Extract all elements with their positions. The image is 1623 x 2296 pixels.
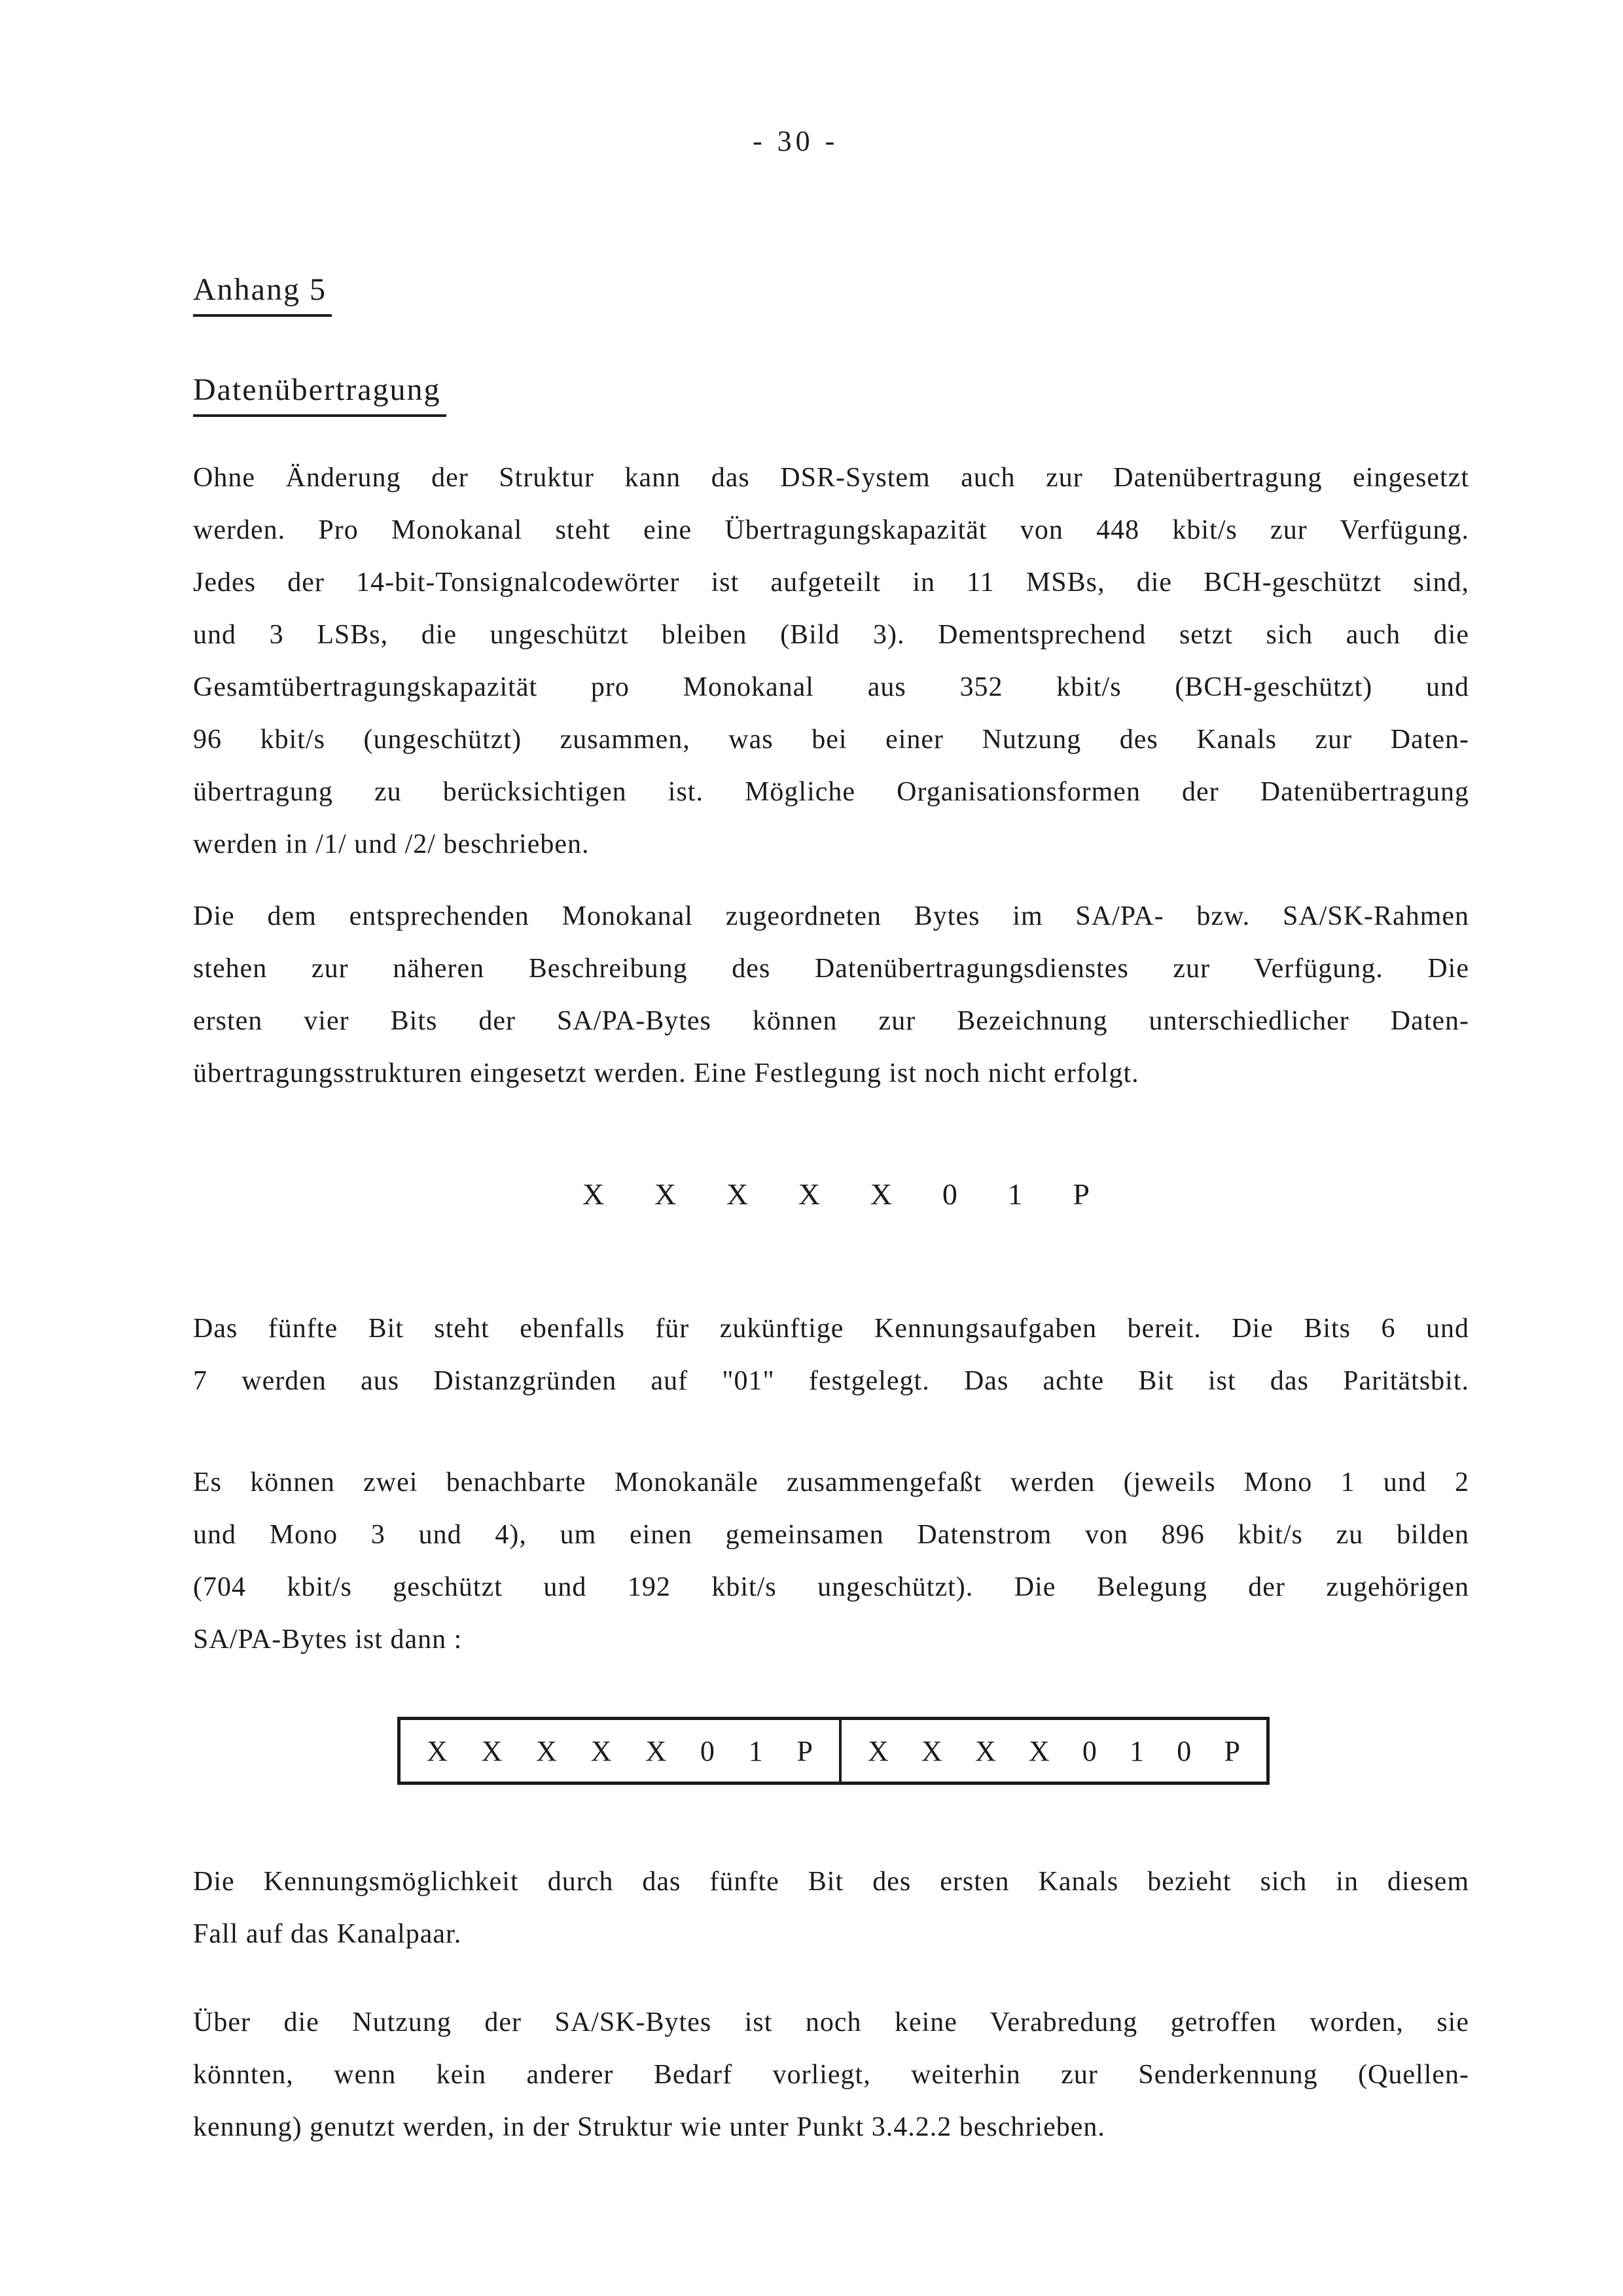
text-line: und 3 LSBs, die ungeschützt bleiben (Bild 3). Dementsprechend setzt sich auch die [193,620,1469,650]
bit-box-right-cell [842,1720,1266,1782]
text-line: SA/PA-Bytes ist dann : [193,1624,463,1655]
bit-char: X [590,1734,612,1767]
heading-title: Datenübertragung [193,372,446,417]
bit-char: 1 [748,1734,763,1767]
bit-char: 1 [1130,1734,1145,1767]
text-line: kennung) genutzt werden, in der Struktur wie unter Punkt 3.4.2.2 beschrieben. [193,2112,1105,2142]
bit-char: X [645,1734,667,1767]
text-line: übertragung zu berücksichtigen ist. Mögliche Organisationsformen der Datenübertragung [193,777,1469,807]
bit-char: X [868,1734,889,1767]
text-line: Das fünfte Bit steht ebenfalls für zukünftige Kennungsaufgaben bereit. Die Bits 6 und [193,1314,1469,1344]
bit-char: X [798,1177,821,1211]
text-line: Die Kennungsmöglichkeit durch das fünfte Bit des ersten Kanals bezieht sich in diesem [193,1867,1469,1897]
text-line: könnten, wenn kein anderer Bedarf vorliegt, weiterhin zur Senderkennung (Quellen- [193,2060,1469,2090]
bit-pattern-single [582,1175,1090,1214]
bit-char: X [481,1734,503,1767]
bit-char: X [427,1734,448,1767]
bit-char: X [870,1177,893,1211]
text-line: 7 werden aus Distanzgründen auf "01" festgelegt. Das achte Bit ist das Paritätsbit. [193,1366,1469,1396]
text-line: stehen zur näheren Beschreibung des Datenübertragungsdienstes zur Verfügung. Die [193,954,1469,984]
paragraph-kennung [193,1856,1469,1960]
bit-char: 0 [700,1734,715,1767]
bit-char: X [1028,1734,1050,1767]
paragraph-paired-channels [193,1456,1469,1666]
paragraph-sa-pa-bytes [193,890,1469,1100]
paragraph-fifth-bit [193,1302,1469,1407]
text-line: Gesamtübertragungskapazität pro Monokanal aus 352 kbit/s (BCH-geschützt) und [193,672,1469,702]
bit-char: X [654,1177,677,1211]
bit-char: X [726,1177,749,1211]
heading-appendix: Anhang 5 [193,272,332,317]
bit-char: 1 [1007,1177,1023,1211]
text-line: und Mono 3 und 4), um einen gemeinsamen Datenstrom von 896 kbit/s zu bilden [193,1520,1469,1550]
bit-char: P [796,1734,813,1767]
bit-box-left-cell [401,1720,842,1782]
bit-char: 0 [1082,1734,1097,1767]
text-line: werden in /1/ und /2/ beschrieben. [193,829,590,859]
bit-char: P [1224,1734,1240,1767]
page-number: - 30 - [753,125,839,157]
text-line: ersten vier Bits der SA/PA-Bytes können zur Bezeichnung unterschiedlicher Daten- [193,1006,1469,1036]
text-line: (704 kbit/s geschützt und 192 kbit/s ungeschützt). Die Belegung der zugehörigen [193,1572,1469,1602]
text-line: Jedes der 14-bit-Tonsignalcodewörter ist aufgeteilt in 11 MSBs, die BCH-geschützt sind, [193,567,1469,598]
text-line: Es können zwei benachbarte Monokanäle zusammengefaßt werden (jeweils Mono 1 und 2 [193,1467,1469,1498]
text-line: 96 kbit/s (ungeschützt) zusammen, was bei einer Nutzung des Kanals zur Daten- [193,725,1469,755]
bit-char: X [536,1734,557,1767]
paragraph-intro [193,452,1469,870]
bit-char: P [1073,1177,1090,1211]
text-line: Ohne Änderung der Struktur kann das DSR-System auch zur Datenübertragung eingesetzt [193,463,1469,493]
paragraph-sa-sk-usage [193,1996,1469,2153]
bit-char: X [974,1734,996,1767]
bit-char: X [921,1734,942,1767]
bit-char: 0 [1177,1734,1192,1767]
text-line: Fall auf das Kanalpaar. [193,1919,462,1949]
bit-pattern-box [397,1717,1270,1785]
text-line: übertragungsstrukturen eingesetzt werden. Eine Festlegung ist noch nicht erfolgt. [193,1058,1139,1088]
bit-char: 0 [942,1177,957,1211]
text-line: werden. Pro Monokanal steht eine Übertragungskapazität von 448 kbit/s zur Verfügung. [193,515,1469,545]
text-line: Über die Nutzung der SA/SK-Bytes ist noch keine Verabredung getroffen worden, sie [193,2007,1469,2037]
bit-char: X [582,1177,605,1211]
text-line: Die dem entsprechenden Monokanal zugeordneten Bytes im SA/PA- bzw. SA/SK-Rahmen [193,901,1469,931]
